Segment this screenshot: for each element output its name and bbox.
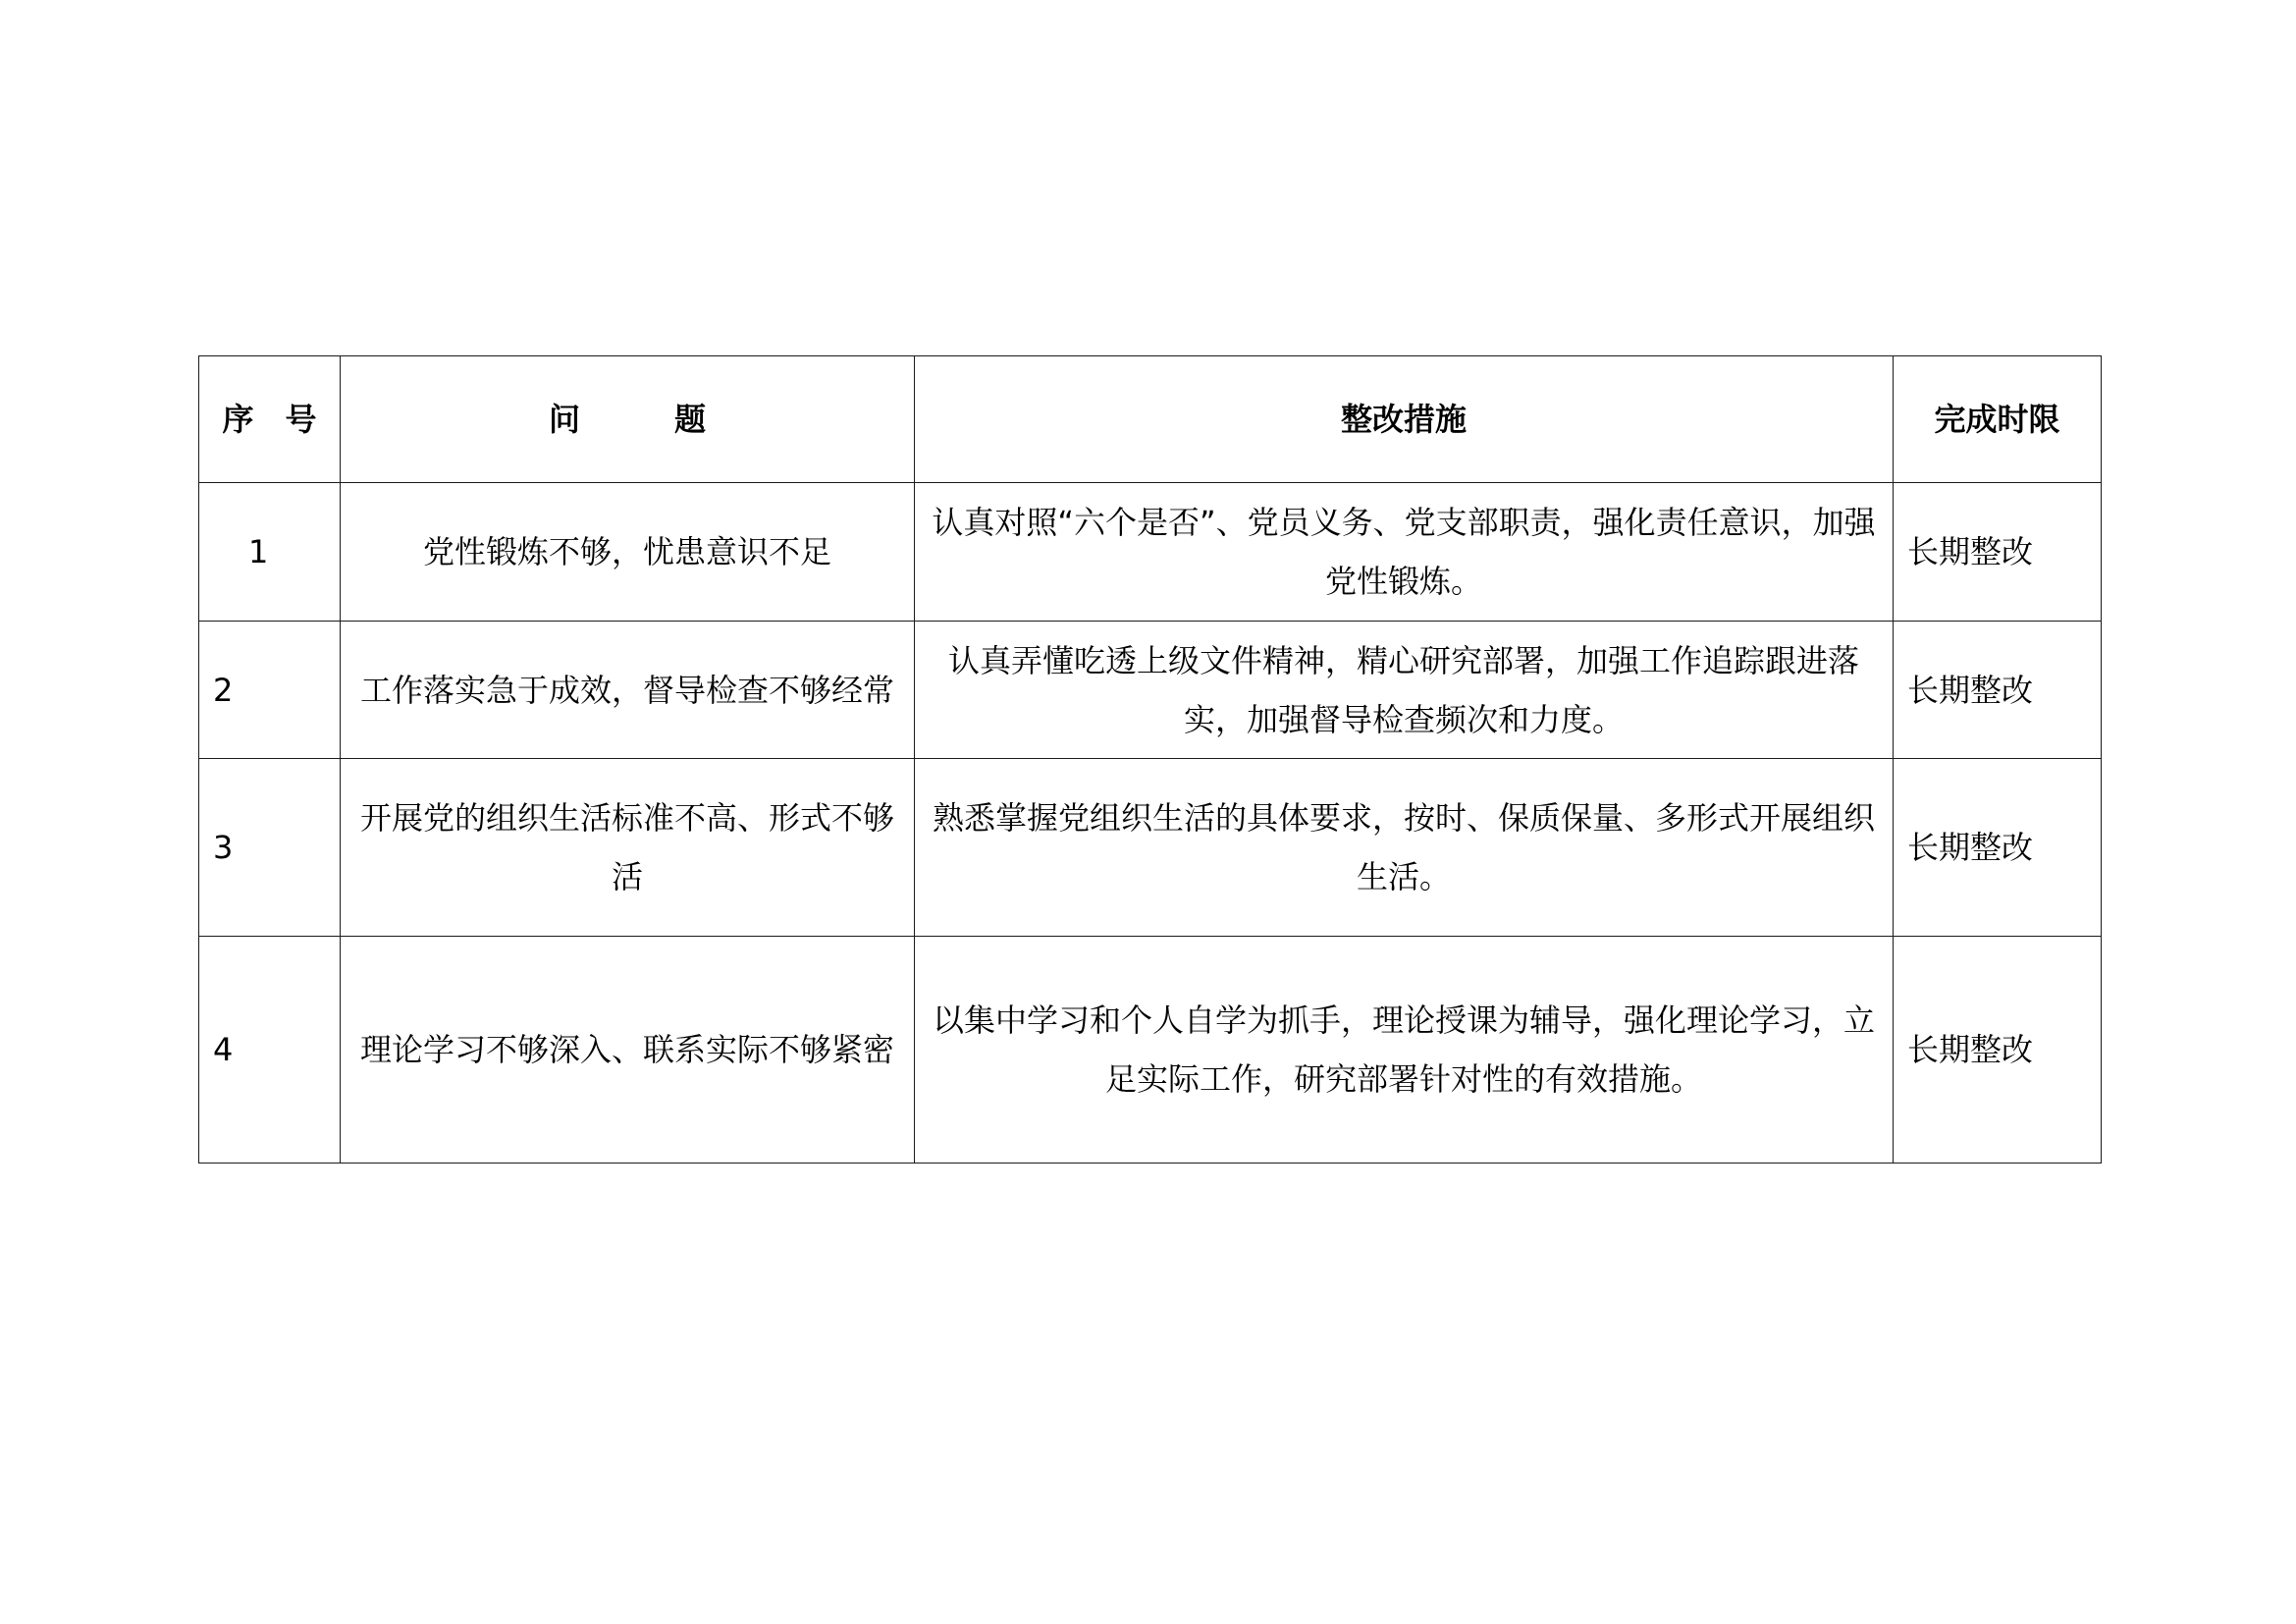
row-problem: 开展党的组织生活标准不高、形式不够活 bbox=[341, 759, 915, 937]
table-row bbox=[199, 759, 2102, 937]
row-measures: 认真对照“六个是否”、党员义务、党支部职责，强化责任意识，加强党性锻炼。 bbox=[915, 483, 1894, 622]
row-measures: 熟悉掌握党组织生活的具体要求，按时、保质保量、多形式开展组织生活。 bbox=[915, 759, 1894, 937]
row-problem: 工作落实急于成效，督导检查不够经常 bbox=[341, 622, 915, 759]
row-deadline: 长期整改 bbox=[1894, 622, 2102, 759]
header-problem: 问 题 bbox=[341, 356, 915, 483]
rectification-table bbox=[198, 355, 2102, 1164]
row-serial-number: 2 bbox=[199, 622, 341, 759]
row-deadline: 长期整改 bbox=[1894, 483, 2102, 622]
row-serial-number: 4 bbox=[199, 937, 341, 1164]
table-header-row bbox=[199, 356, 2102, 483]
row-problem: 党性锻炼不够，忧患意识不足 bbox=[341, 483, 915, 622]
row-deadline: 长期整改 bbox=[1894, 937, 2102, 1164]
header-deadline: 完成时限 bbox=[1894, 356, 2102, 483]
header-serial-number: 序 号 bbox=[199, 356, 341, 483]
table-row bbox=[199, 622, 2102, 759]
header-rectification-measures: 整改措施 bbox=[915, 356, 1894, 483]
row-problem: 理论学习不够深入、联系实际不够紧密 bbox=[341, 937, 915, 1164]
table-row bbox=[199, 937, 2102, 1164]
row-measures: 以集中学习和个人自学为抓手，理论授课为辅导，强化理论学习，立足实际工作，研究部署针对性的有效措施。 bbox=[915, 937, 1894, 1164]
table-row bbox=[199, 483, 2102, 622]
row-measures: 认真弄懂吃透上级文件精神，精心研究部署，加强工作追踪跟进落实，加强督导检查频次和力度。 bbox=[915, 622, 1894, 759]
row-deadline: 长期整改 bbox=[1894, 759, 2102, 937]
row-serial-number: 1 bbox=[199, 483, 341, 622]
row-serial-number: 3 bbox=[199, 759, 341, 937]
